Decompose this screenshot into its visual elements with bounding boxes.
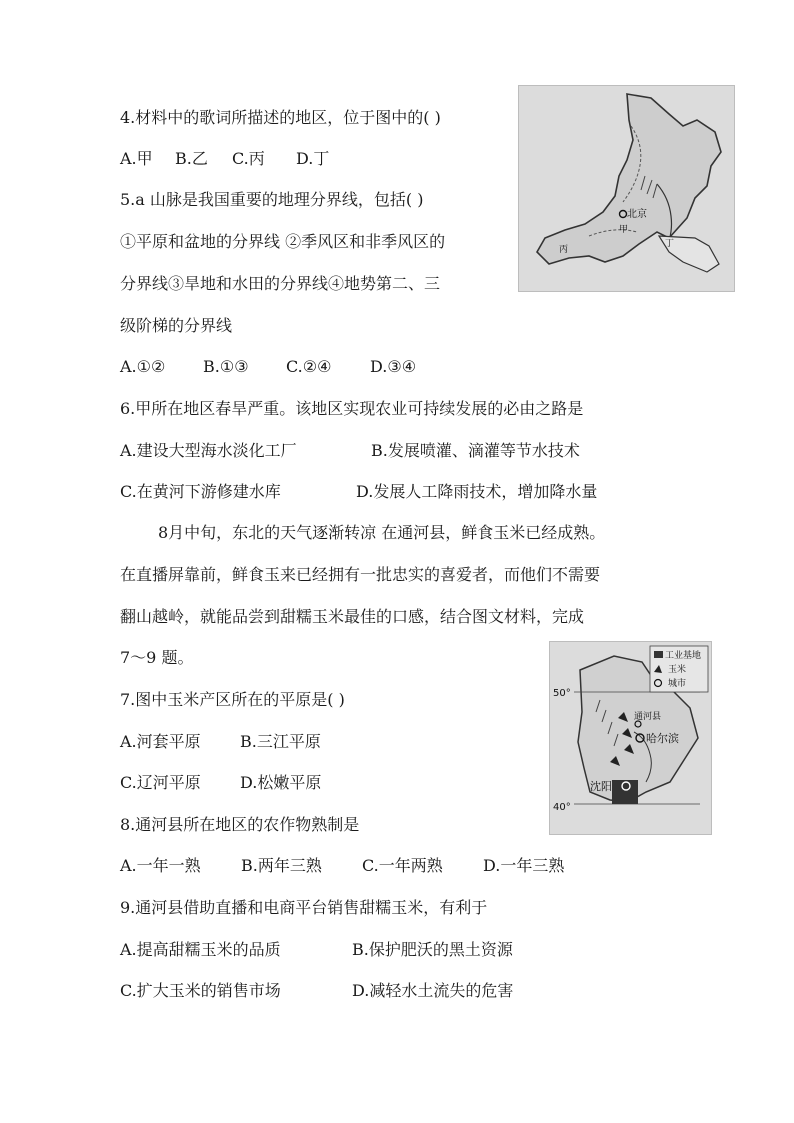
q8-option-a: A.一年一熟 — [120, 856, 201, 875]
q9-option-c: C.扩大玉米的销售市场 — [120, 981, 281, 1000]
passage-line-1: 8月中旬，东北的天气逐渐转凉 在通河县，鲜食玉米已经成熟。 — [158, 523, 606, 542]
q7-option-b: B.三江平原 — [240, 732, 321, 751]
q7-options-row-1 — [120, 732, 321, 752]
map2-lat-50: 50° — [553, 688, 571, 699]
passage-line-3: 翻山越岭，就能品尝到甜糯玉米最佳的口感，结合图文材料，完成 — [120, 607, 585, 626]
q7-options-row-2 — [120, 773, 321, 793]
q5-stem-line-3: 分界线③旱地和水田的分界线④地势第二、三 — [120, 274, 441, 293]
q9-option-b: B.保护肥沃的黑土资源 — [352, 940, 513, 959]
q8-option-d: D.一年三熟 — [483, 856, 565, 875]
map2-legend-industry-swatch — [654, 651, 663, 658]
map2-legend-corn: 玉米 — [668, 665, 687, 675]
q7-stem: 7.图中玉米产区所在的平原是( ) — [120, 690, 345, 709]
q6-stem: 6.甲所在地区春旱严重。该地区实现农业可持续发展的必由之路是 — [120, 399, 584, 418]
q8-option-c: C.一年两熟 — [362, 856, 443, 875]
map2-label-shenyang: 沈阳 — [590, 780, 612, 793]
map2-label-harbin: 哈尔滨 — [646, 732, 679, 745]
q4-option-d: D.丁 — [296, 149, 330, 168]
map2-industrial-base — [612, 780, 638, 804]
q7-option-a: A.河套平原 — [120, 732, 201, 751]
map1-label-jia: 甲 — [619, 225, 629, 235]
map-north-china — [518, 85, 735, 292]
q5-stem-line-1: 5.a 山脉是我国重要的地理分界线，包括( ) — [120, 190, 424, 209]
q4-stem: 4.材料中的歌词所描述的地区，位于图中的( ) — [120, 108, 441, 127]
map1-label-beijing: 北京 — [627, 209, 647, 220]
q8-options — [120, 856, 564, 876]
map1-label-ding: 丁 — [665, 239, 675, 249]
q5-option-d: D.③④ — [370, 357, 417, 376]
map-northeast-corn-svg — [550, 642, 711, 834]
q7-option-c: C.辽河平原 — [120, 773, 201, 792]
q9-options-row-1 — [120, 940, 513, 960]
q9-option-d: D.减轻水土流失的危害 — [352, 981, 514, 1000]
passage-line-2: 在直播屏靠前，鲜食玉来已经拥有一批忠实的喜爱者，而他们不需要 — [120, 565, 601, 584]
q6-options-row-2 — [120, 482, 597, 502]
map2-legend-industry: 工业基地 — [665, 651, 702, 661]
q8-stem: 8.通河县所在地区的农作物熟制是 — [120, 815, 360, 834]
q8-option-b: B.两年三熟 — [241, 856, 322, 875]
q9-option-a: A.提高甜糯玉米的品质 — [120, 940, 281, 959]
q5-stem-line-2: ①平原和盆地的分界线 ②季风区和非季风区的 — [120, 232, 446, 251]
q4-options — [120, 149, 329, 169]
map2-lat-40: 40° — [553, 802, 571, 813]
q9-options-row-2 — [120, 981, 513, 1001]
q6-option-a: A.建设大型海水淡化工厂 — [120, 441, 297, 460]
q6-option-b: B.发展喷灌、滴灌等节水技术 — [371, 441, 580, 460]
q5-option-c: C.②④ — [286, 357, 332, 376]
passage-line-4: 7～9 题。 — [120, 648, 194, 667]
q5-options — [120, 357, 416, 377]
map-north-china-svg — [519, 86, 734, 291]
q4-option-b: B.乙 — [175, 149, 208, 168]
map2-label-tonghe: 通河县 — [634, 712, 662, 722]
q6-options-row-1 — [120, 441, 580, 461]
map1-label-bing: 丙 — [559, 245, 569, 255]
q6-option-d: D.发展人工降雨技术，增加降水量 — [356, 482, 598, 501]
q7-option-d: D.松嫩平原 — [240, 773, 322, 792]
map-northeast-corn — [549, 641, 712, 835]
q5-option-a: A.①② — [120, 357, 166, 376]
q4-option-c: C.丙 — [232, 149, 265, 168]
q5-stem-line-4: 级阶梯的分界线 — [120, 316, 233, 335]
q6-option-c: C.在黄河下游修建水库 — [120, 482, 281, 501]
q4-option-a: A.甲 — [120, 149, 153, 168]
map2-legend-city: 城市 — [668, 679, 687, 689]
q5-option-b: B.①③ — [203, 357, 249, 376]
q9-stem: 9.通河县借助直播和电商平台销售甜糯玉米，有利于 — [120, 898, 488, 917]
